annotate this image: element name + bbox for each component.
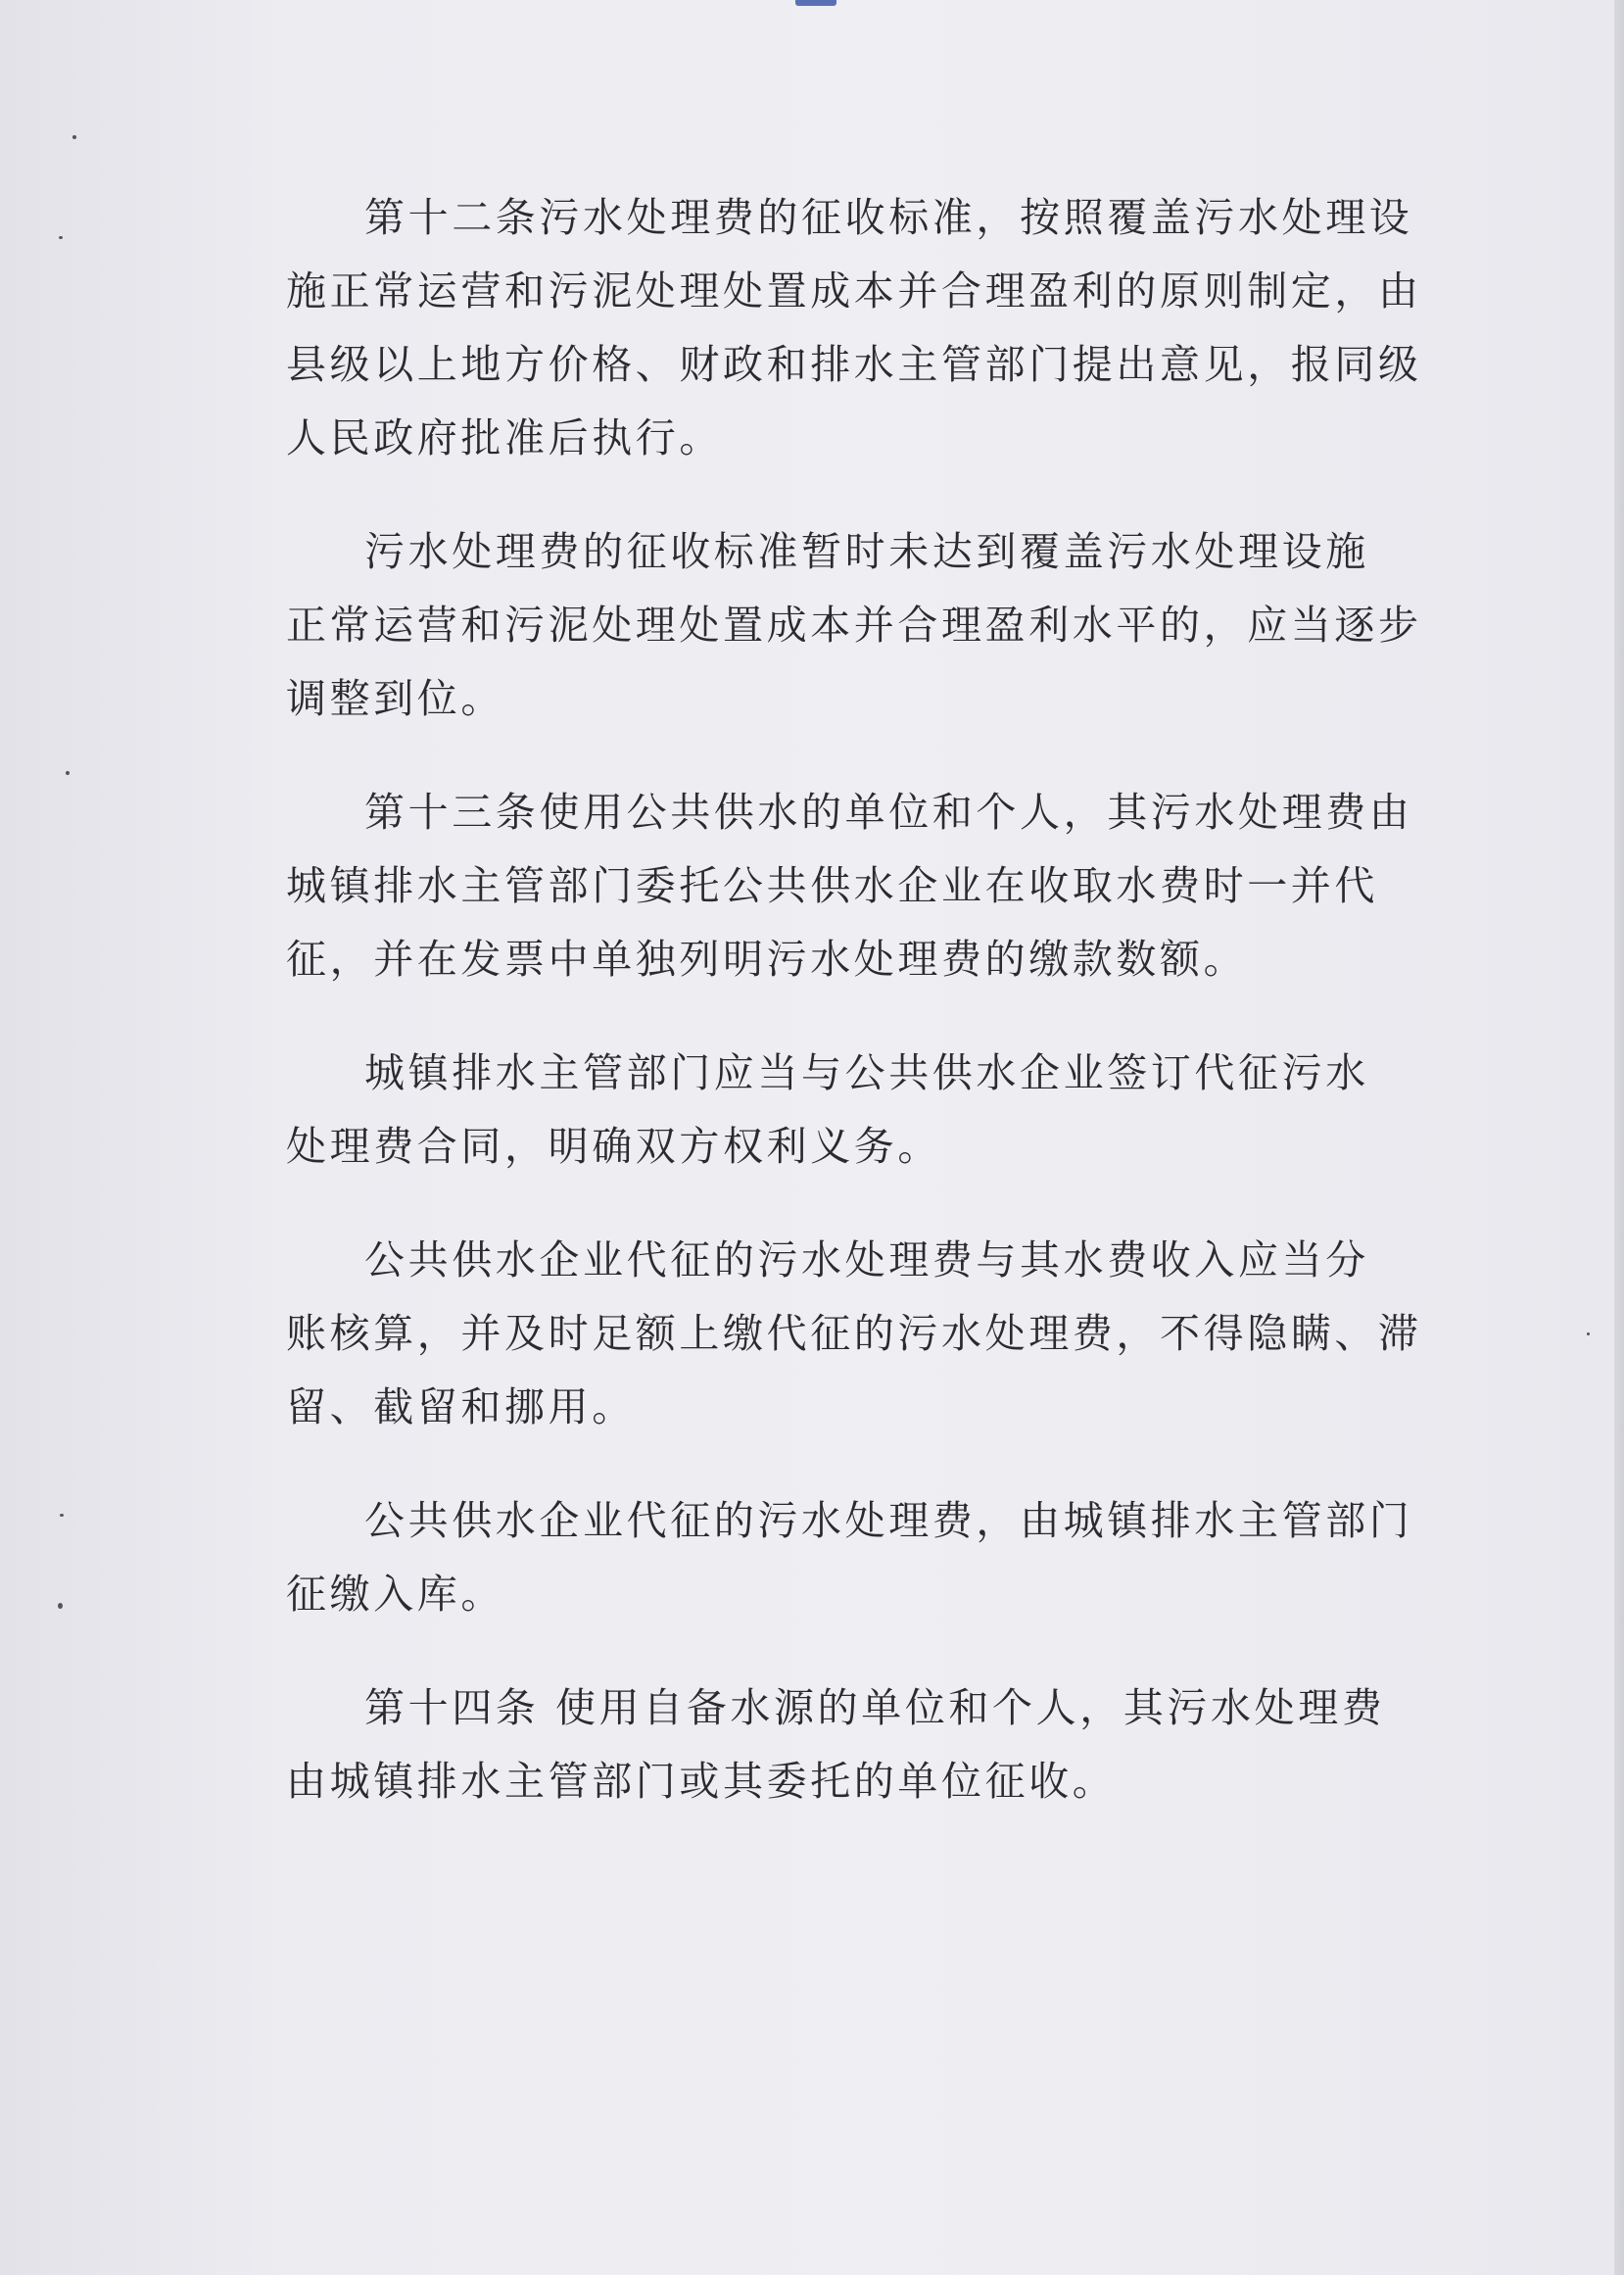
binding-mark (795, 0, 836, 6)
paragraph-article-13-collection (286, 1484, 1413, 1631)
paragraph-article-13-accounting (286, 1224, 1422, 1444)
paragraph-article-12 (286, 181, 1422, 475)
text-line: 人民政府批准后执行。 (286, 414, 723, 461)
text-line: 第十三条使用公共供水的单位和个人，其污水处理费由 (364, 789, 1413, 836)
scan-speck (72, 135, 76, 139)
text-line: 账核算，并及时足额上缴代征的污水处理费，不得隐瞒、滞 (286, 1310, 1422, 1357)
text-line: 公共供水企业代征的污水处理费，由城镇排水主管部门 (364, 1497, 1413, 1544)
text-line: 第十二条污水处理费的征收标准，按照覆盖污水处理设 (364, 194, 1413, 241)
text-line: 施正常运营和污泥处理处置成本并合理盈利的原则制定，由 (286, 267, 1422, 315)
scan-speck (59, 236, 63, 239)
text-line: 污水处理费的征收标准暂时未达到覆盖污水处理设施 (364, 528, 1369, 575)
scan-speck (58, 1603, 63, 1609)
page-edge-shadow (1614, 0, 1624, 2275)
text-line: 调整到位。 (286, 675, 504, 722)
paragraph-article-12-supplement (286, 515, 1422, 736)
paragraph-article-14 (286, 1671, 1403, 1818)
paragraph-article-13 (286, 776, 1413, 996)
document-body (286, 181, 1422, 1859)
scan-speck (66, 771, 70, 775)
text-line: 县级以上地方价格、财政和排水主管部门提出意见，报同级 (286, 341, 1422, 388)
scan-speck (60, 1514, 64, 1517)
text-line: 第十四条 使用自备水源的单位和个人，其污水处理费 (364, 1684, 1386, 1731)
text-line: 征缴入库。 (286, 1571, 504, 1618)
text-line: 征，并在发票中单独列明污水处理费的缴款数额。 (286, 936, 1248, 983)
text-line: 城镇排水主管部门应当与公共供水企业签订代征污水 (364, 1049, 1369, 1096)
text-line: 由城镇排水主管部门或其委托的单位征收。 (286, 1758, 1117, 1805)
text-line: 处理费合同，明确双方权利义务。 (286, 1123, 941, 1170)
paragraph-article-13-contract (286, 1037, 1403, 1184)
text-line: 公共供水企业代征的污水处理费与其水费收入应当分 (364, 1236, 1369, 1283)
text-line: 城镇排水主管部门委托公共供水企业在收取水费时一并代 (286, 862, 1378, 909)
scan-speck (1587, 1332, 1590, 1335)
text-line: 留、截留和挪用。 (286, 1383, 636, 1430)
text-line: 正常运营和污泥处理处置成本并合理盈利水平的，应当逐步 (286, 602, 1422, 649)
